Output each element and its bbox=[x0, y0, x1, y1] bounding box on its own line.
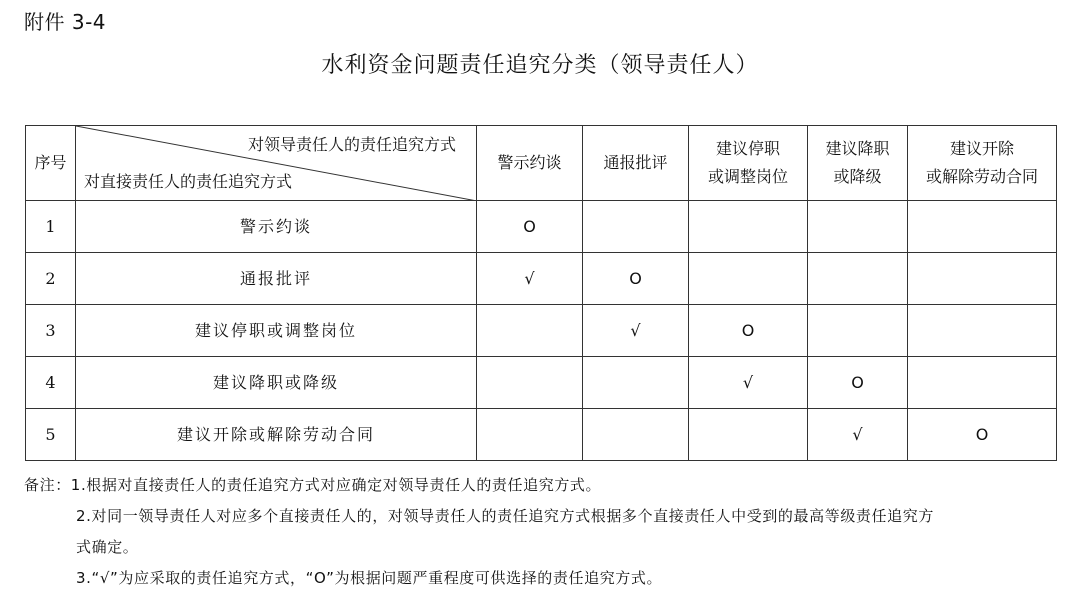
table-row bbox=[26, 357, 1057, 409]
table-row bbox=[26, 305, 1057, 357]
header-col-warning-talk: 警示约谈 bbox=[477, 126, 583, 201]
cell-mark bbox=[808, 305, 908, 357]
cell-mark: √ bbox=[689, 357, 808, 409]
accountability-table bbox=[25, 125, 1057, 461]
notes-section bbox=[24, 470, 1064, 594]
cell-mark bbox=[689, 201, 808, 253]
note-3: 3.“√”为应采取的责任追究方式，“O”为根据问题严重程度可供选择的责任追究方式。 bbox=[76, 569, 663, 587]
row-number: 2 bbox=[26, 253, 76, 305]
cell-mark: O bbox=[908, 409, 1057, 461]
row-label: 通报批评 bbox=[76, 253, 477, 305]
cell-mark: √ bbox=[583, 305, 689, 357]
header-diagonal-cell bbox=[76, 126, 477, 201]
cell-mark bbox=[908, 253, 1057, 305]
cell-mark bbox=[477, 409, 583, 461]
cell-mark bbox=[689, 409, 808, 461]
cell-mark: O bbox=[583, 253, 689, 305]
cell-mark bbox=[583, 201, 689, 253]
header-direct-method: 对直接责任人的责任追究方式 bbox=[84, 172, 293, 191]
cell-mark: O bbox=[808, 357, 908, 409]
row-number: 1 bbox=[26, 201, 76, 253]
cell-mark bbox=[808, 201, 908, 253]
cell-mark bbox=[908, 305, 1057, 357]
cell-mark bbox=[689, 253, 808, 305]
cell-mark bbox=[583, 409, 689, 461]
header-col-notice-criticism: 通报批评 bbox=[583, 126, 689, 201]
table-row bbox=[26, 409, 1057, 461]
row-number: 5 bbox=[26, 409, 76, 461]
table-header-row bbox=[26, 126, 1057, 201]
table-row bbox=[26, 253, 1057, 305]
note-2-continued: 式确定。 bbox=[76, 538, 139, 556]
cell-mark: O bbox=[477, 201, 583, 253]
note-2: 2.对同一领导责任人对应多个直接责任人的，对领导责任人的责任追究方式根据多个直接责任人中受到的最高等级责任追究方 bbox=[76, 507, 934, 525]
row-label: 建议停职或调整岗位 bbox=[76, 305, 477, 357]
header-col-demotion: 建议降职 或降级 bbox=[808, 126, 908, 201]
row-label: 警示约谈 bbox=[76, 201, 477, 253]
row-label: 建议开除或解除劳动合同 bbox=[76, 409, 477, 461]
cell-mark bbox=[808, 253, 908, 305]
cell-mark: O bbox=[689, 305, 808, 357]
cell-mark bbox=[908, 201, 1057, 253]
attachment-label: 附件 3-4 bbox=[24, 10, 107, 34]
cell-mark bbox=[477, 305, 583, 357]
note-1: 备注：1.根据对直接责任人的责任追究方式对应确定对领导责任人的责任追究方式。 bbox=[24, 476, 602, 494]
cell-mark: √ bbox=[808, 409, 908, 461]
header-leader-method: 对领导责任人的责任追究方式 bbox=[247, 135, 456, 154]
row-number: 4 bbox=[26, 357, 76, 409]
cell-mark bbox=[477, 357, 583, 409]
row-number: 3 bbox=[26, 305, 76, 357]
row-label: 建议降职或降级 bbox=[76, 357, 477, 409]
page-title: 水利资金问题责任追究分类（领导责任人） bbox=[321, 53, 759, 78]
table-row bbox=[26, 201, 1057, 253]
header-seq: 序号 bbox=[26, 126, 76, 201]
header-col-dismissal: 建议开除 或解除劳动合同 bbox=[908, 126, 1057, 201]
cell-mark bbox=[908, 357, 1057, 409]
header-col-suspension: 建议停职 或调整岗位 bbox=[689, 126, 808, 201]
cell-mark bbox=[583, 357, 689, 409]
cell-mark: √ bbox=[477, 253, 583, 305]
